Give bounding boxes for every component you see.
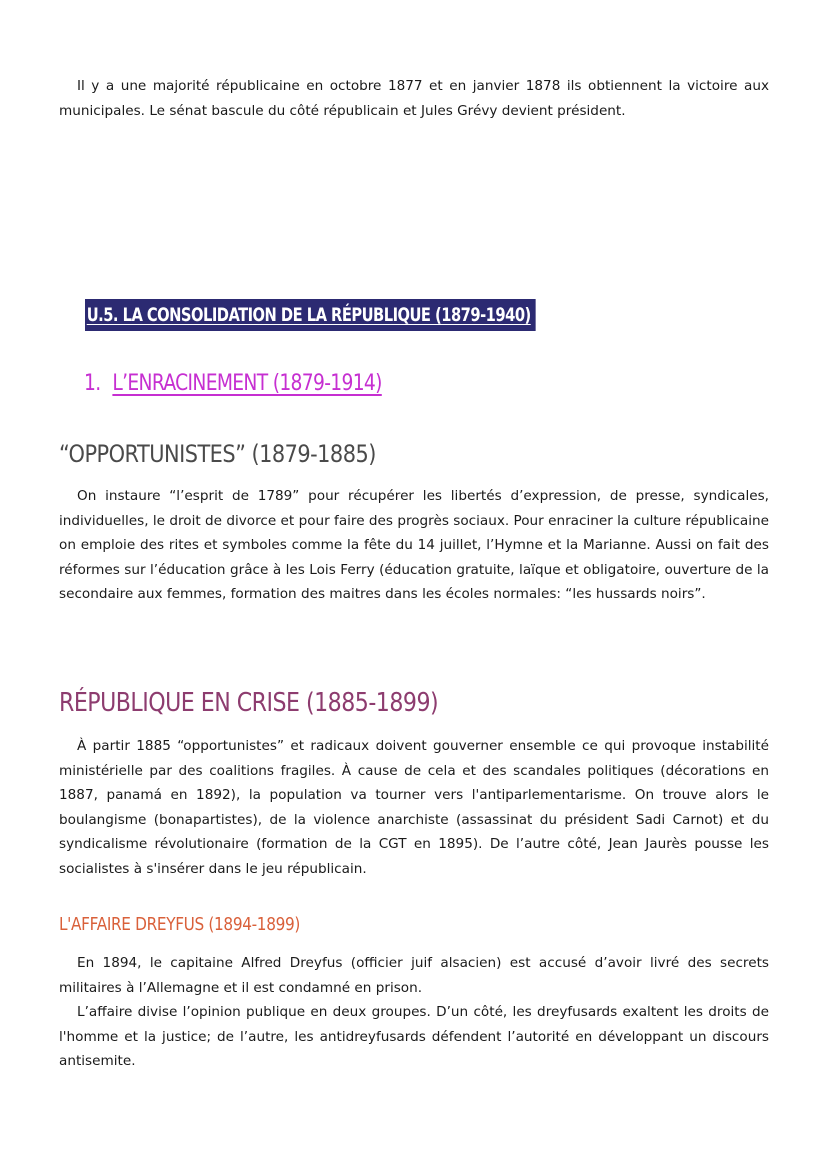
dreyfus-paragraph-1: En 1894, le capitaine Alfred Dreyfus (officier juif alsacien) est accusé d’avoir livré des secrets militaires à l’Allemagne et il est condamné en prison.: [59, 955, 769, 996]
unit-title: U.5. LA CONSOLIDATION DE LA RÉPUBLIQUE (1879-1940): [85, 299, 536, 331]
dreyfus-paragraph-2: L’affaire divise l’opinion publique en deux groupes. D’un côté, les dreyfusards exaltent les droits de l'homme et la justice; de l’autre, les antidreyfusards défendent l’autorité en développant un discours antisemite.: [59, 1004, 769, 1069]
intro-paragraph: Il y a une majorité républicaine en octobre 1877 et en janvier 1878 ils obtiennent la victoire aux municipales. Le sénat bascule du côté républicain et Jules Grévy devient président.: [59, 78, 769, 119]
section-title-text: L’ENRACINEMENT (1879-1914): [112, 371, 382, 396]
dreyfus-heading: L'AFFAIRE DREYFUS (1894-1899): [59, 914, 301, 935]
section-title: [84, 366, 382, 402]
section-number: 1.: [84, 371, 101, 396]
opportunistes-heading: “OPPORTUNISTES” (1879-1885): [59, 440, 376, 468]
crise-heading: RÉPUBLIQUE EN CRISE (1885-1899): [59, 688, 439, 718]
opportunistes-paragraph: On instaure “l’esprit de 1789” pour récupérer les libertés d’expression, de presse, syndicales, individuelles, le droit de divorce et pour faire des progrès sociaux. Pour enraciner la culture républicaine on emploie des rites et symboles comme la fête du 14 juillet, l’Hymne et la Marianne. Aussi on fait des réformes sur l’éducation grâce à les Lois Ferry (éducation gratuite, laïque et obligatoire, ouverture de la secondaire aux femmes, formation des maitres dans les écoles normales: “les hussards noirs”.: [59, 488, 769, 602]
crise-paragraph: À partir 1885 “opportunistes” et radicaux doivent gouverner ensemble ce qui provoque instabilité ministérielle par des coalitions fragiles. À cause de cela et des scandales politiques (décorations en 1887, panamá en 1892), la population va tourner vers l'antiparlementarisme. On trouve alors le boulangisme (bonapartistes), de la violence anarchiste (assassinat du président Sadi Carnot) et du syndicalisme révolutionaire (formation de la CGT en 1895). De l’autre côté, Jean Jaurès pousse les socialistes à s'insérer dans le jeu républicain.: [59, 738, 769, 877]
